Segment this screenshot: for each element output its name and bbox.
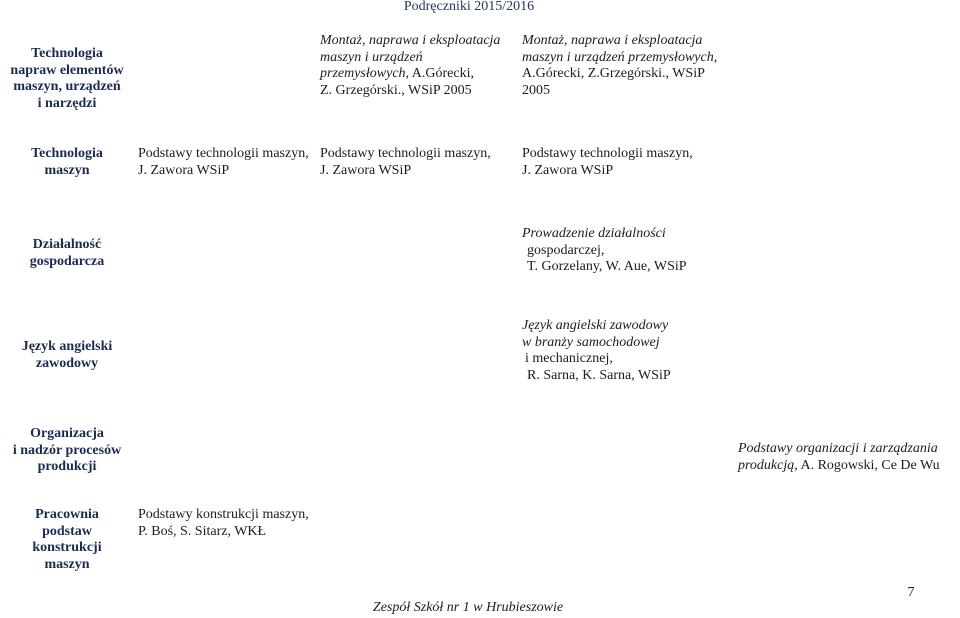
textbook-title: Montaż, naprawa i eksploatacja: [320, 33, 501, 48]
subject-line: Technologia: [31, 46, 103, 61]
subject-line: Pracownia: [35, 507, 99, 522]
textbook-line: [522, 318, 671, 335]
textbook-details: J. Zawora WSiP: [320, 162, 412, 178]
textbook-line: [320, 50, 500, 67]
footer-school-name: Zespół Szkół nr 1 w Hrubieszowie: [372, 600, 564, 615]
textbook-line: [522, 163, 693, 180]
textbook-line: [522, 146, 693, 163]
textbook-details: Podstawy konstrukcji maszyn,: [138, 507, 309, 522]
textbook-line: [522, 66, 717, 83]
textbook-cell: [320, 33, 500, 99]
textbook-line: [522, 351, 671, 368]
subject-cell: [2, 46, 132, 112]
subject-line: Język angielski: [21, 339, 113, 354]
textbook-title: Prowadzenie działalności: [522, 226, 666, 241]
subject-line: Organizacja: [30, 426, 104, 441]
page-header-title: Podręczniki 2015/2016: [403, 0, 535, 14]
subject-line: podstaw: [42, 523, 92, 539]
textbook-line: [738, 458, 940, 475]
textbook-details: T. Gorzelany, W. Aue, WSiP: [527, 259, 687, 274]
textbook-line: [320, 33, 500, 50]
textbook-title: przemysłowych,: [320, 66, 410, 81]
textbook-details: Podstawy technologii maszyn,: [522, 146, 693, 161]
textbook-cell: [522, 33, 717, 99]
textbook-line: [522, 226, 687, 243]
textbook-cell: [738, 441, 940, 474]
subject-cell: [2, 237, 132, 270]
subject-line: napraw elementów: [10, 62, 124, 78]
textbook-line: [522, 259, 687, 276]
textbook-title: Montaż, naprawa i eksploatacja: [522, 33, 703, 48]
textbook-line: [522, 335, 671, 352]
subject-line: maszyn: [44, 162, 90, 178]
subject-line: konstrukcji: [32, 540, 102, 555]
subject-line: gospodarcza: [29, 253, 105, 269]
textbook-title: produkcją,: [738, 457, 798, 473]
textbook-details: J. Zawora WSiP: [138, 162, 230, 178]
textbook-line: [138, 524, 309, 541]
subject-line: i nadzór procesów: [12, 442, 122, 458]
textbook-details: R. Sarna, K. Sarna, WSiP: [527, 367, 671, 383]
textbook-title: maszyn i urządzeń: [320, 49, 423, 65]
textbook-line: [138, 507, 309, 524]
subject-cell: [2, 507, 132, 573]
textbook-title: Język angielski zawodowy: [522, 318, 669, 333]
subject-line: Technologia: [31, 146, 103, 161]
textbook-cell: [138, 146, 309, 179]
textbook-details: Z. Grzegórski., WSiP 2005: [320, 82, 472, 98]
textbook-details: P. Boś, S. Sitarz, WKŁ: [138, 523, 267, 539]
textbook-line: [522, 33, 717, 50]
textbook-details: i mechanicznej,: [525, 351, 613, 366]
textbook-details: J. Zawora WSiP: [522, 162, 614, 178]
textbook-line: [320, 163, 491, 180]
textbook-line: [320, 66, 500, 83]
textbook-title: Podstawy organizacji i zarządzania: [738, 441, 938, 456]
textbook-cell: [320, 146, 491, 179]
subject-cell: [2, 146, 132, 179]
textbook-title: maszyn i urządzeń przemysłowych,: [522, 49, 718, 65]
textbook-details: gospodarczej,: [527, 242, 605, 258]
textbook-line: [320, 83, 500, 100]
textbook-details: A.Górecki,: [411, 66, 474, 81]
subject-line: i narzędzi: [37, 95, 97, 111]
textbook-line: [138, 163, 309, 180]
subject-line: Działalność: [32, 237, 102, 252]
textbook-cell: [522, 318, 671, 384]
subject-line: maszyn, urządzeń: [13, 79, 121, 94]
textbook-cell: [138, 507, 309, 540]
textbook-details: Podstawy technologii maszyn,: [320, 146, 491, 161]
textbook-details: Podstawy technologii maszyn,: [138, 146, 309, 161]
textbook-details: A. Rogowski, Ce De Wu: [800, 457, 940, 473]
textbook-line: [522, 83, 717, 100]
textbook-title: w branży samochodowej: [522, 334, 660, 350]
subject-cell: [2, 339, 132, 372]
textbook-details: 2005: [522, 82, 550, 98]
textbook-line: [522, 50, 717, 67]
textbook-line: [522, 368, 671, 385]
textbook-cell: [522, 146, 693, 179]
subject-cell: [2, 426, 132, 476]
subject-line: maszyn: [44, 556, 90, 572]
subject-line: produkcji: [37, 459, 97, 474]
textbook-details: A.Górecki, Z.Grzegórski., WSiP: [522, 66, 705, 81]
textbook-line: [738, 441, 940, 458]
subject-line: zawodowy: [35, 355, 99, 371]
textbook-line: [522, 243, 687, 260]
textbook-line: [138, 146, 309, 163]
textbook-cell: [522, 226, 687, 276]
page-number: 7: [907, 585, 915, 600]
textbook-line: [320, 146, 491, 163]
